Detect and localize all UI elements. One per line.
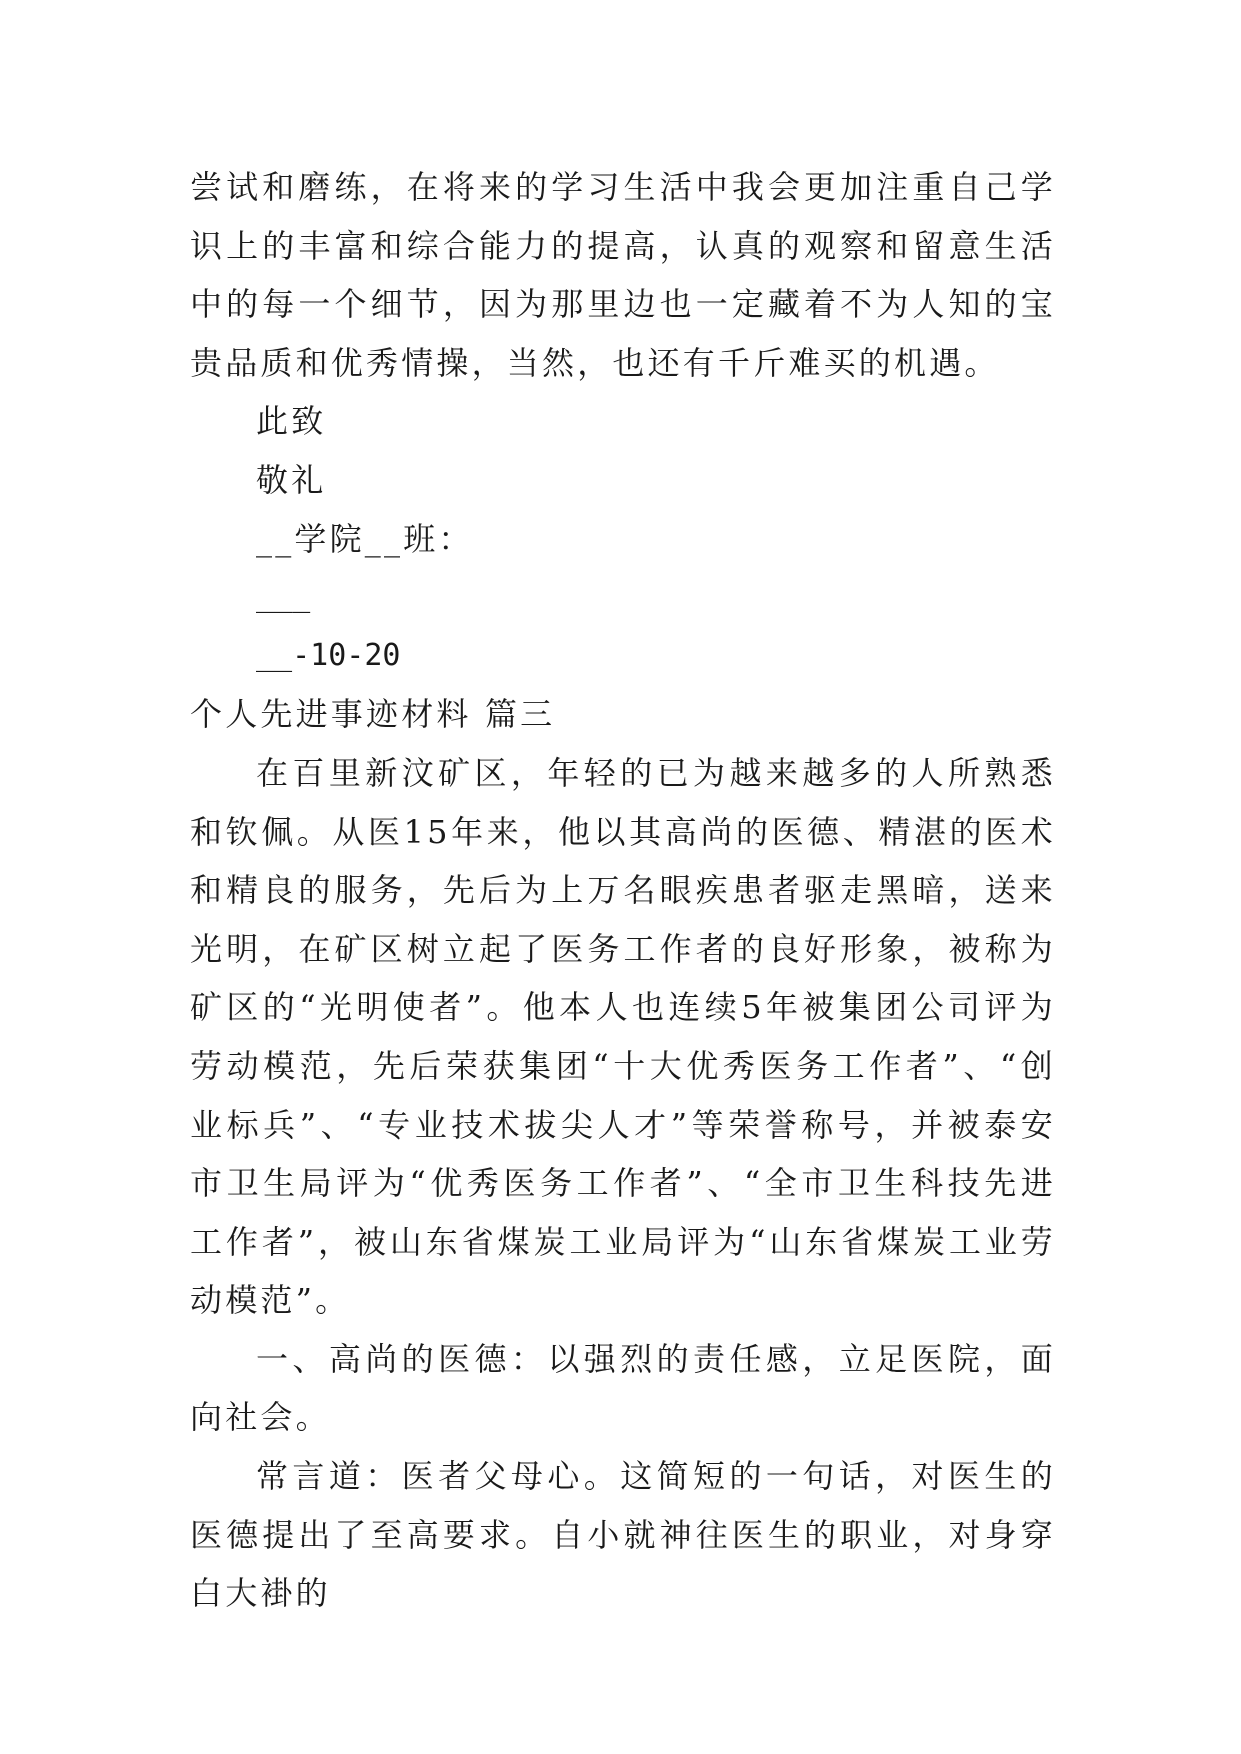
body-paragraph-3: 常言道：医者父母心。这简短的一句话，对医生的医德提出了至高要求。自小就神往医生的职业，对身穿白大褂的 [190, 1457, 1056, 1613]
closing-regards: 敬礼 [256, 460, 327, 499]
section-heading: 个人先进事迹材料 篇三 [190, 695, 556, 734]
body-paragraph-2: 一、高尚的医德：以强烈的责任感，立足医院，面向社会。 [190, 1339, 1056, 1437]
name-blank: ___ [256, 579, 311, 615]
date-line: __-10-20 [256, 637, 401, 673]
intro-paragraph: 尝试和磨练，在将来的学习生活中我会更加注重自己学识上的丰富和综合能力的提高，认真的观察和留意生活中的每一个细节，因为那里边也一定藏着不为人知的宝贵品质和优秀情操，当然，也还有千斤难买的机遇。 [190, 168, 1056, 382]
signature-line: __学院__班： [256, 519, 474, 558]
document-body [190, 158, 1056, 1623]
closing-salutation: 此致 [256, 402, 327, 441]
body-paragraph-1: 在百里新汶矿区，年轻的已为越来越多的人所熟悉和钦佩。从医15年来，他以其高尚的医德、精湛的医术和精良的服务，先后为上万名眼疾患者驱走黑暗，送来光明，在矿区树立起了医务工作者的良好形象，被称为矿区的“光明使者”。他本人也连续5年被集团公司评为劳动模范，先后荣获集团“十大优秀医务工作者”、“创业标兵”、“专业技术拔尖人才”等荣誉称号，并被泰安市卫生局评为“优秀医务工作者”、“全市卫生科技先进工作者”，被山东省煤炭工业局评为“山东省煤炭工业劳动模范”。 [190, 753, 1056, 1320]
